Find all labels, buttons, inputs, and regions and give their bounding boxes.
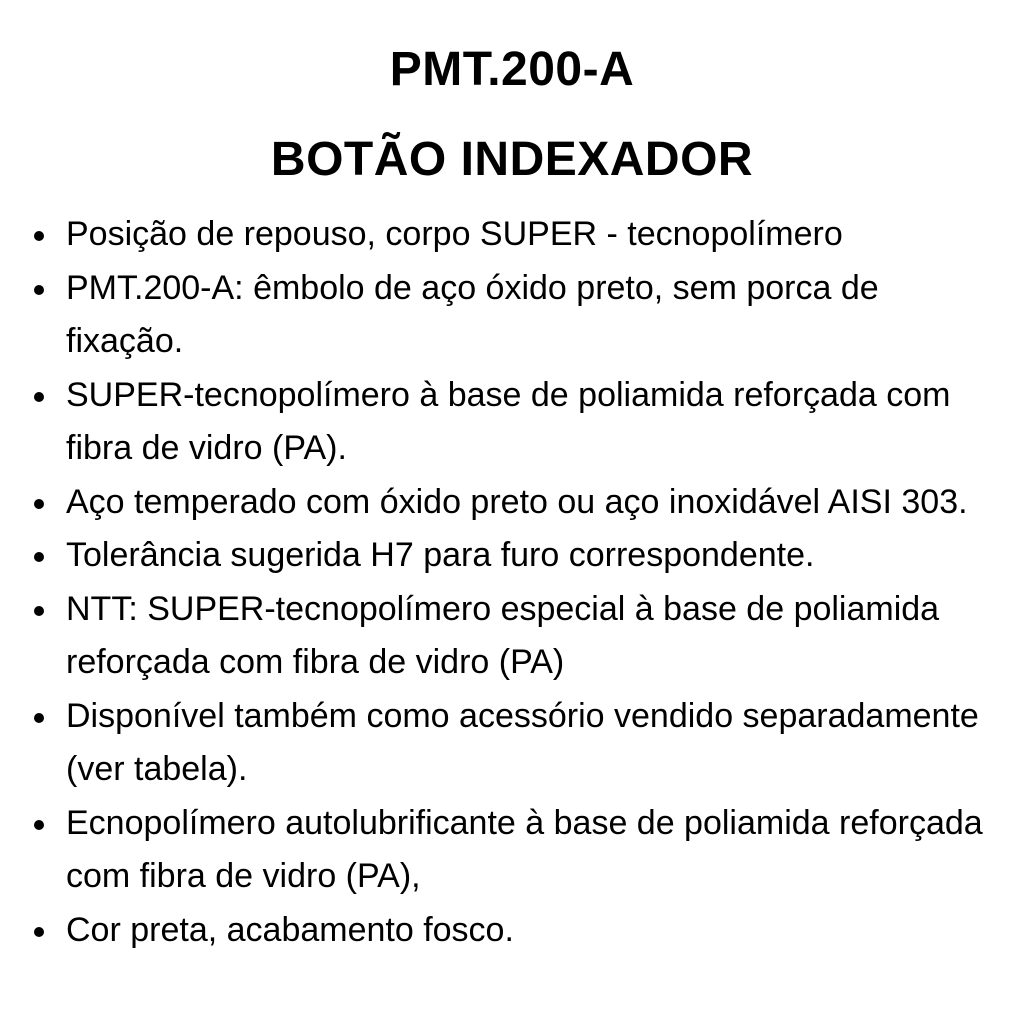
list-item [0, 262, 1024, 369]
list-item [0, 369, 1024, 476]
list-item-text: PMT.200-A: êmbolo de aço óxido preto, sem porca de fixação. [66, 268, 879, 360]
list-item-text: SUPER-tecnopolímero à base de poliamida reforçada com fibra de vidro (PA). [66, 375, 951, 467]
bullet-icon [34, 552, 44, 562]
feature-list [0, 208, 1024, 957]
bullet-icon [34, 499, 44, 509]
list-item-text: Aço temperado com óxido preto ou aço inoxidável AISI 303. [66, 482, 968, 521]
list-item [0, 476, 1024, 530]
list-item [0, 690, 1024, 797]
product-code-title: PMT.200-A [389, 43, 635, 96]
list-item [0, 797, 1024, 904]
list-item-text: Tolerância sugerida H7 para furo correspondente. [66, 536, 815, 574]
bullet-icon [34, 713, 44, 723]
bullet-icon [34, 927, 44, 937]
bullet-icon [34, 606, 44, 616]
bullet-icon [34, 820, 44, 830]
bullet-icon [34, 285, 44, 295]
bullet-icon [34, 392, 44, 402]
bullet-icon [34, 231, 44, 241]
list-item [0, 904, 1024, 958]
list-item [0, 208, 1024, 262]
list-item-text: Disponível também como acessório vendido separadamente (ver tabela). [66, 696, 979, 788]
product-name-title: BOTÃO INDEXADOR [270, 133, 754, 186]
list-item-text: Ecnopolímero autolubrificante à base de poliamida reforçada com fibra de vidro (PA), [66, 803, 983, 895]
list-item-text: Cor preta, acabamento fosco. [66, 910, 514, 949]
list-item [0, 529, 1024, 583]
list-item [0, 583, 1024, 690]
list-item-text: NTT: SUPER-tecnopolímero especial à base de poliamida reforçada com fibra de vidro (PA) [66, 589, 940, 681]
list-item-text: Posição de repouso, corpo SUPER - tecnopolímero [66, 215, 843, 253]
